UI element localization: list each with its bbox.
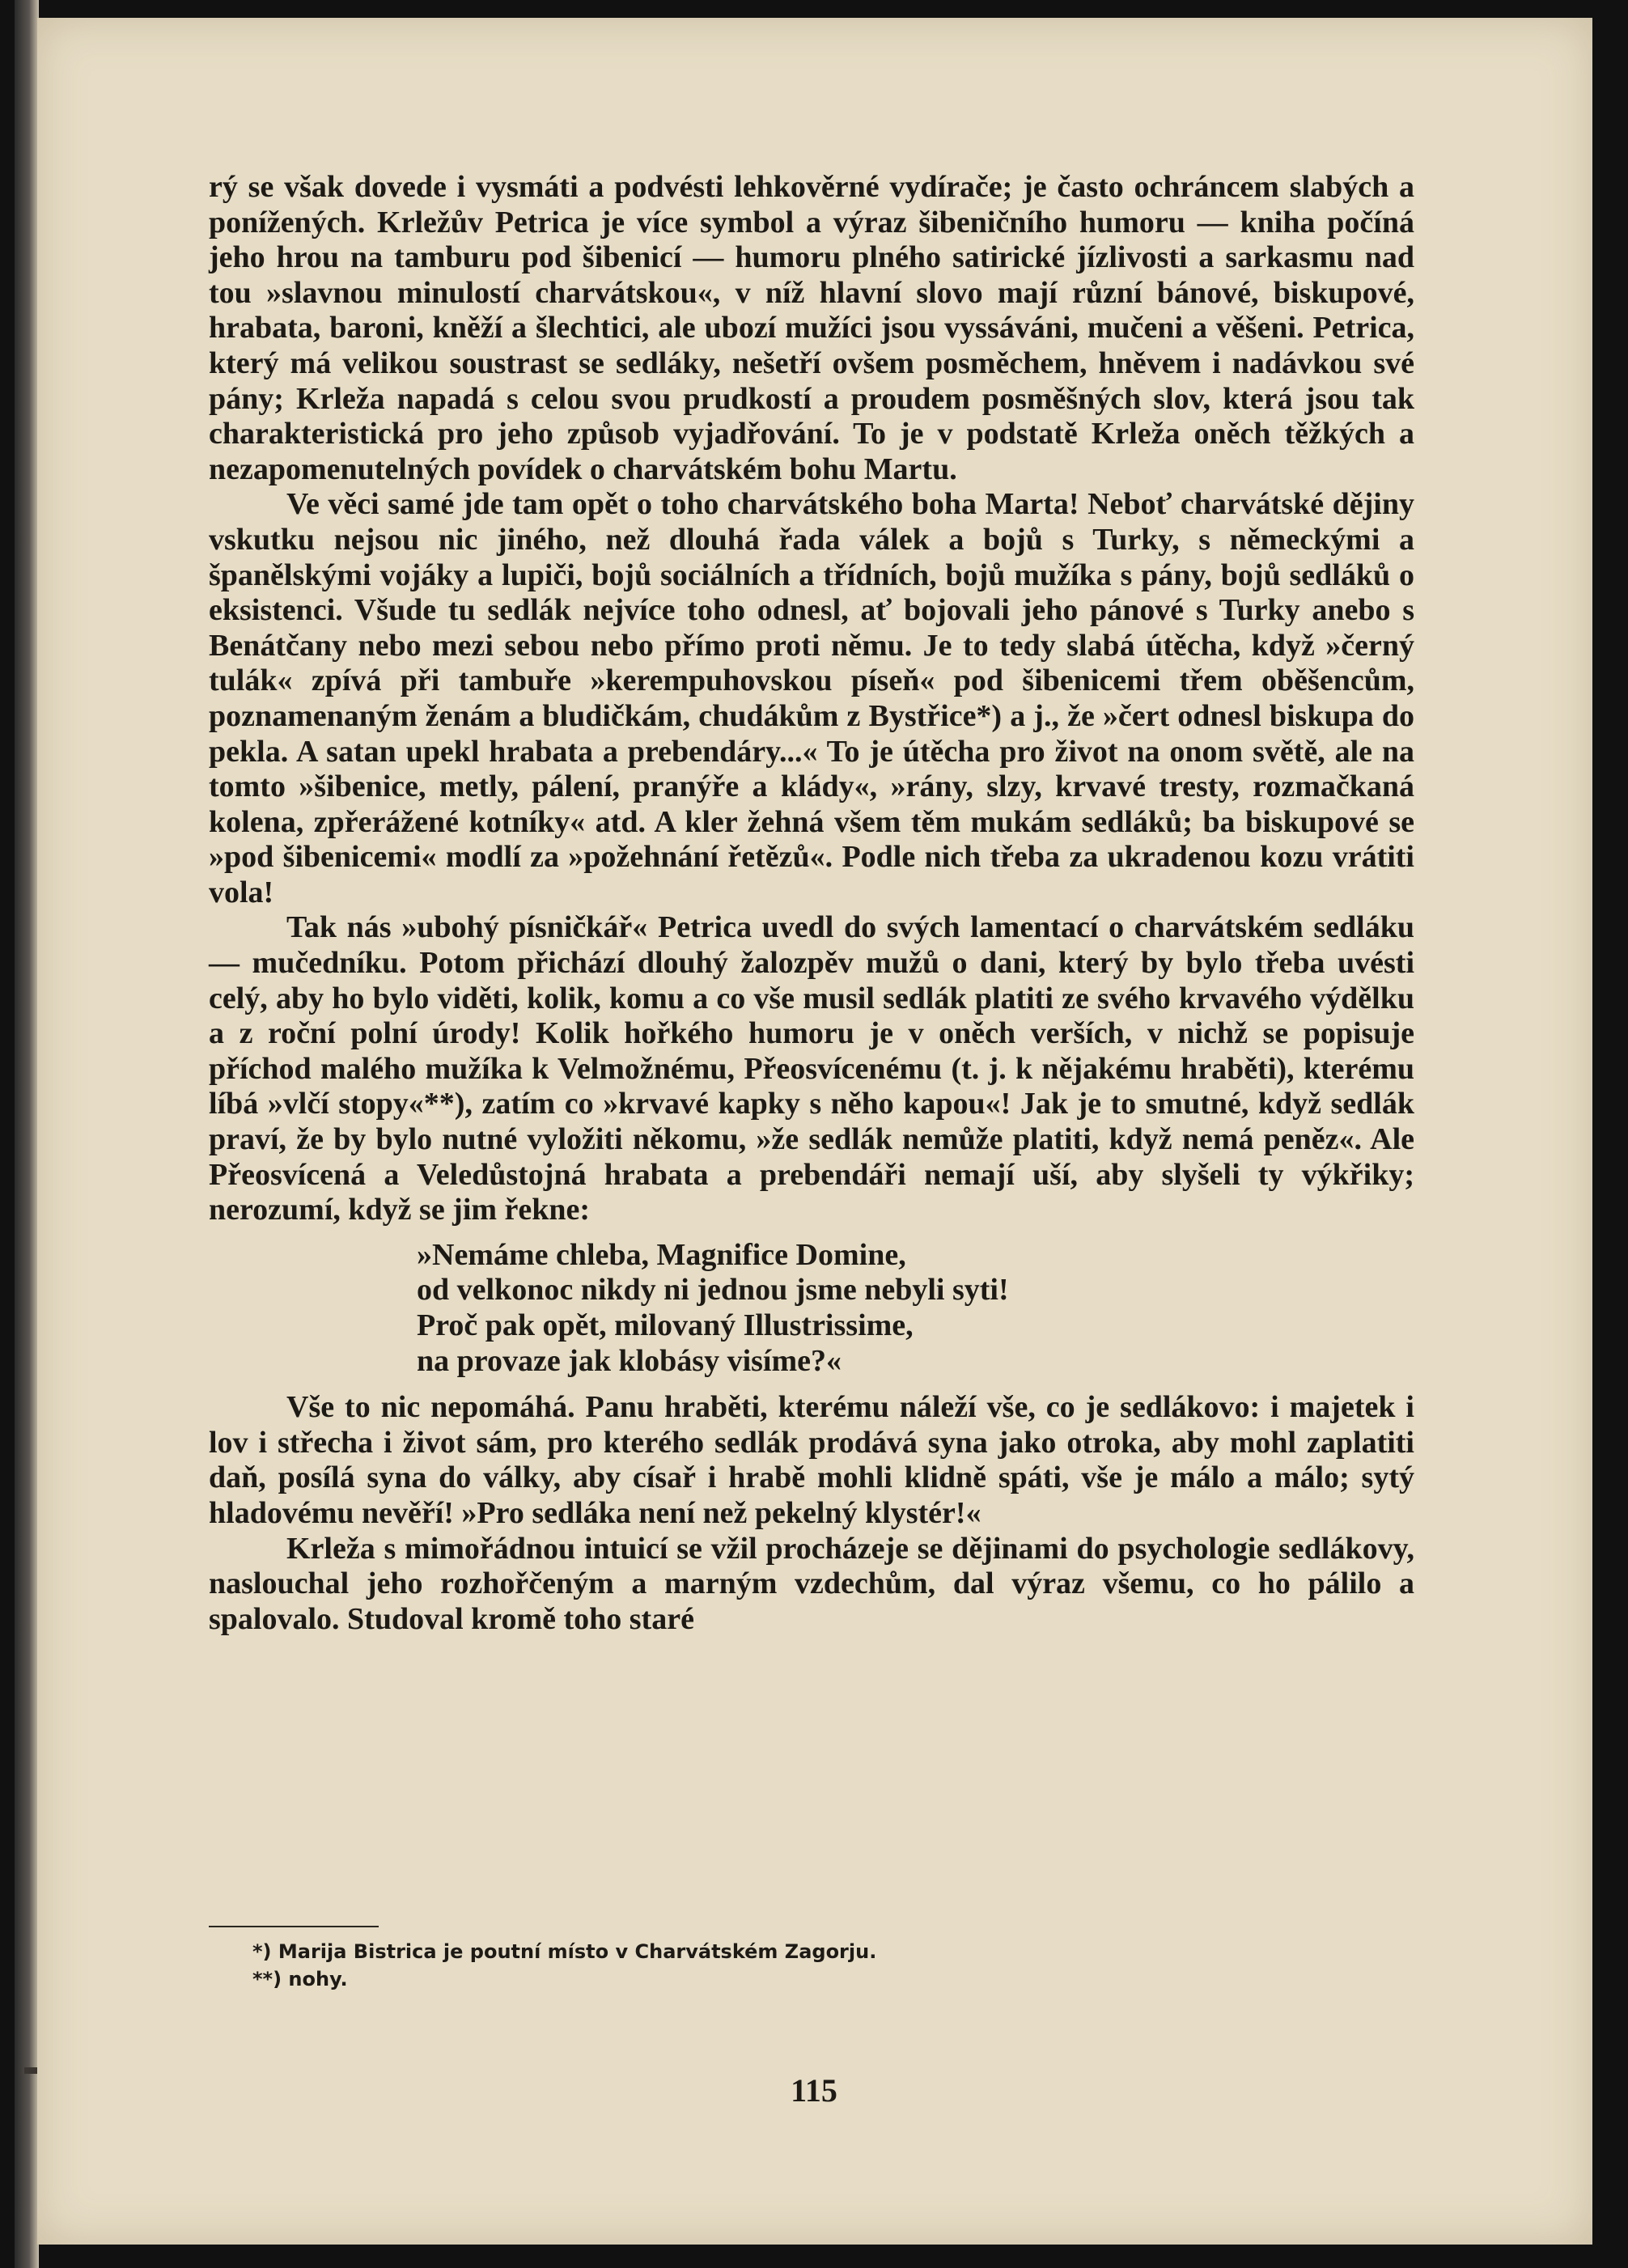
- footnote-divider: [209, 1926, 379, 1927]
- book-spine: [15, 0, 39, 2268]
- footnotes: [252, 1938, 1223, 1993]
- verse-line-4: na provaze jak klobásy visíme?«: [417, 1343, 842, 1378]
- paragraph-5: Krleža s mimořádnou intuicí se vžil procházeje se dějinami do psychologie sedlákovy, naslouchal jeho rozhořčeným a marným vzdechům, dal výraz všemu, co ho pálilo a spalovalo. Studoval kromě toho staré: [209, 1531, 1414, 1636]
- page-number: 115: [791, 2072, 837, 2109]
- paragraph-1: rý se však dovede i vysmáti a podvésti lehkověrné vydírače; je často ochráncem slabých a ponížených. Krležův Petrica je více symbol a výraz šibeničního humoru — kniha počíná jeho hrou na tamburu pod šibenicí — humoru plného satirické jízlivosti a sarkasmu nad tou »slavnou minulostí charvátskou«, v níž hlavní slovo mají různí bánové, biskupové, hrabata, baroni, kněží a šlechtici, ale ubozí mužíci jsou vyssáváni, mučeni a věšeni. Petrica, který má velikou soustrast se sedláky, nešetří ovšem posměchem, hněvem i nadávkou své pány; Krleža napadá s celou svou prudkostí a proudem posměšných slov, která jsou tak charakteristická pro jeho způsob vyjadřování. To je v podstatě Krleža oněch těžkých a nezapomenutelných povídek o charvátském bohu Martu.: [209, 170, 1414, 486]
- verse-line-2: od velkonoc nikdy ni jednou jsme nebyli syti!: [417, 1273, 1009, 1308]
- verse-line-1: »Nemáme chleba, Magnifice Domine,: [417, 1237, 906, 1272]
- paragraph-3: Tak nás »ubohý písničkář« Petrica uvedl do svých lamentací o charvátském sedláku — mučedníku. Potom přichází dlouhý žalozpěv mužů o dani, který by bylo třeba uvésti celý, aby ho bylo viděti, kolik, komu a co vše musil sedlák platiti ze svého krvavého výdělku a z roční polní úrody! Kolik hořkého humoru je v oněch verších, v nichž se popisuje příchod malého mužíka k Velmožnému, Přeosvícenému (t. j. k nějakému hraběti), kterému líbá »vlčí stopy«**), zatím co »krvavé kapky s něho kapou«! Jak je to smutné, když sedlák praví, že by bylo nutné vyložiti někomu, »že sedlák nemůže platiti, když nemá peněz«. Ale Přeosvícená a Veledůstojná hrabata a prebendáři nemají uší, aby slyšeli ty výkřiky; nerozumí, když se jim řekne:: [209, 910, 1414, 1227]
- verse-line-3: Proč pak opět, milovaný Illustrissime,: [417, 1308, 914, 1342]
- footnote-2: **) nohy.: [252, 1968, 348, 1990]
- paragraph-2: Ve věci samé jde tam opět o toho charvátského boha Marta! Neboť charvátské dějiny vskutku nejsou nic jiného, než dlouhá řada válek a bojů s Turky, s německými a španělskými vojáky a lupiči, bojů sociálních a třídních, bojů mužíka s pány, bojů sedláků o eksistenci. Všude tu sedlák nejvíce toho odnesl, ať bojovali jeho pánové s Turky anebo s Benátčany nebo mezi sebou nebo přímo proti němu. Je to tedy slabá útěcha, když »černý tulák« zpívá při tambuře »kerempuhovskou píseň« pod šibenicemi třem oběšencům, poznamenaným ženám a bludičkám, chudákům z Bystřice*) a j., že »čert odnesl biskupa do pekla. A satan upekl hrabata a prebendáry...« To je útěcha pro život na onom světě, ale na tomto »šibenice, metly, pálení, pranýře a klády«, »rány, slzy, krvavé tresty, rozmačkaná kolena, zpřerážené kotníky« atd. A kler žehná všem těm mukám sedláků; ba biskupové se »pod šibenicemi« modlí za »požehnání řetězů«. Podle nich třeba za ukradenou kozu vrátiti vola!: [209, 487, 1414, 909]
- paragraph-4: Vše to nic nepomáhá. Panu hraběti, kterému náleží vše, co je sedlákovo: i majetek i lov i střecha i život sám, pro kterého sedlák prodává syna jako otroka, aby mohl zaplatiti daň, posílá syna do války, aby císař i hrabě mohli klidně spáti, vše je málo a málo; sytý hladovému nevěří! »Pro sedláka není než pekelný klystér!«: [209, 1390, 1414, 1530]
- main-text: [209, 170, 1414, 1637]
- verse-quote: [209, 1238, 1414, 1379]
- footnote-1: *) Marija Bistrica je poutní místo v Charvátském Zagorju.: [252, 1940, 877, 1963]
